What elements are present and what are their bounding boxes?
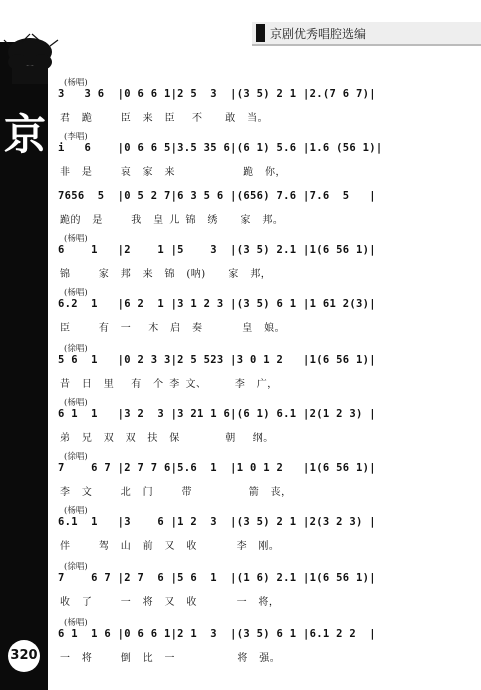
singer-label: (杨唱) (64, 618, 88, 628)
score-system (58, 450, 473, 504)
notation-line: i 6 |0 6 6 5|3.5 35 6|(6 1) 5.6 |1.6 (56 1)| (58, 142, 383, 154)
notation-line: 7 6 7 |2 7 6 |5 6 1 |(1 6) 2.1 |1(6 56 1)| (58, 572, 376, 584)
score-system (58, 616, 473, 670)
lyrics-line: 锦 家 邦 来 锦 (呐) 家 邦， (60, 269, 272, 280)
plant-ornament (2, 32, 62, 102)
notation-line: 3 3 6 |0 6 6 1|2 5 3 |(3 5) 2 1 |2.(7 6 7)| (58, 88, 376, 100)
book-title: 京剧优秀唱腔选编 (270, 27, 367, 41)
lyrics-line: 李 文 北 门 带 箭 丧， (60, 487, 292, 498)
score-system (58, 286, 473, 340)
score-system (58, 76, 473, 130)
score-system (58, 178, 473, 232)
singer-label: (杨唱) (64, 234, 88, 244)
lyrics-line: 跪的 是 我 皇 儿 锦 绣 家 邦。 (60, 215, 284, 226)
running-header (252, 22, 481, 44)
score-system (58, 342, 473, 396)
lyrics-line: 伴 驾 山 前 又 收 李 刚。 (60, 541, 280, 552)
lyrics-line: 弟 兄 双 双 扶 保 朝 纲。 (60, 433, 274, 444)
singer-label: (杨唱) (64, 506, 88, 516)
lyrics-line: 收 了 一 将 又 收 一 将， (60, 597, 280, 608)
lyrics-line: 臣 有 一 木 启 奏 皇 娘。 (60, 323, 286, 334)
lyrics-line: 君 跪 臣 来 臣 不 敢 当。 (60, 113, 269, 124)
score-system (58, 560, 473, 614)
singer-label: (徐唱) (64, 344, 88, 354)
margin-band (0, 70, 48, 690)
notation-line: 6 1 |2 1 |5 3 |(3 5) 2.1 |1(6 56 1)| (58, 244, 376, 256)
notation-line: 6 1 1 6 |0 6 6 1|2 1 3 |(3 5) 6 1 |6.1 2 2 | (58, 628, 376, 640)
singer-label: (徐唱) (64, 562, 88, 572)
notation-line: 5 6 1 |0 2 3 3|2 5 523 |3 0 1 2 |1(6 56 1)| (58, 354, 376, 366)
score-system (58, 232, 473, 286)
lyrics-line: 非 是 哀 家 来 跪 你， (60, 167, 286, 178)
notation-line: 7 6 7 |2 7 7 6|5.6 1 |1 0 1 2 |1(6 56 1)| (58, 462, 376, 474)
notation-line: 7656 5 |0 5 2 7|6 3 5 6 |(656) 7.6 |7.6 5 | (58, 190, 376, 202)
singer-label: (杨唱) (64, 288, 88, 298)
notation-line: 6.2 1 |6 2 1 |3 1 2 3 |(3 5) 6 1 |1 61 2(3)| (58, 298, 376, 310)
score-system (58, 504, 473, 558)
header-rule (252, 44, 481, 46)
notation-line: 6 1 1 |3 2 3 |3 21 1 6|(6 1) 6.1 |2(1 2 3) | (58, 408, 376, 420)
score-system (58, 130, 473, 184)
singer-label: (徐唱) (64, 452, 88, 462)
page-number: 320 (8, 640, 40, 672)
singer-label: (李唱) (64, 132, 88, 142)
score-system (58, 396, 473, 450)
margin-big-char: 京 (3, 110, 46, 159)
lyrics-line: 昔 日 里 有 个 李 文、 李 广， (60, 379, 278, 390)
singer-label: (杨唱) (64, 78, 88, 88)
lyrics-line: 一 将 倒 比 一 将 强。 (60, 653, 281, 664)
singer-label: (杨唱) (64, 398, 88, 408)
notation-line: 6.1 1 |3 6 |1 2 3 |(3 5) 2 1 |2(3 2 3) | (58, 516, 376, 528)
header-marker (256, 24, 265, 42)
